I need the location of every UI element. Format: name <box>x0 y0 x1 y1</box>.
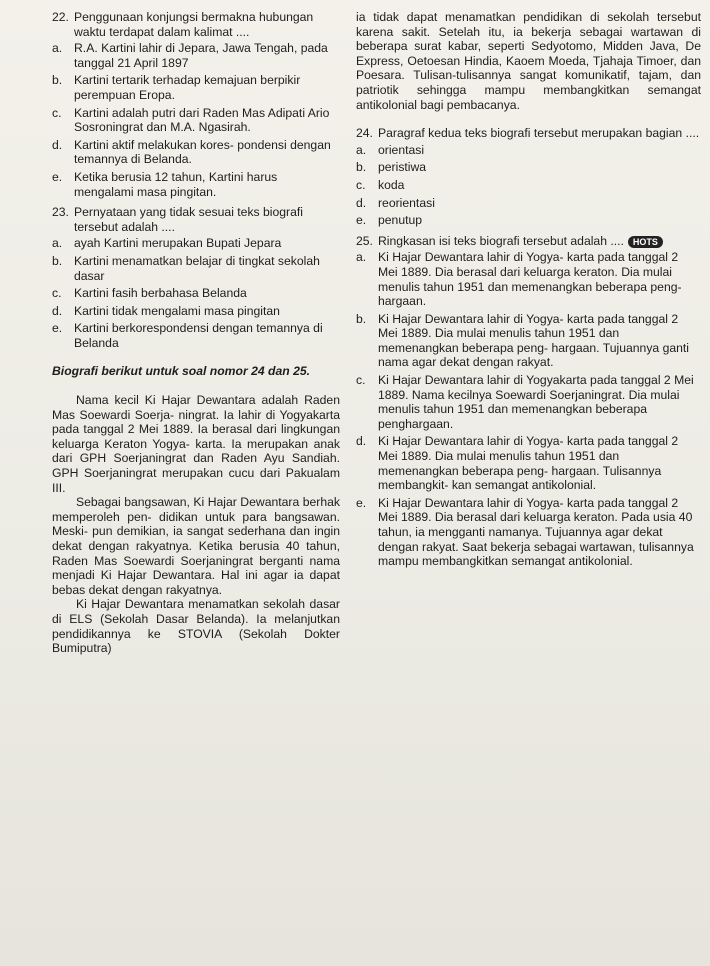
option-text: Kartini berkorespondensi dengan temannya di Belanda <box>74 321 323 350</box>
option-text: koda <box>378 177 405 192</box>
option-text: Ki Hajar Dewantara lahir di Yogya- karta pada tanggal 2 Mei 1889. Dia berasal dari keluarga keraton. Dia mulai menulis tahun 1951 dan memenangkan beberapa peng- hargaan. <box>378 250 682 309</box>
option-letter: e. <box>356 213 367 228</box>
option-text: Kartini tidak mengalami masa pingitan <box>74 303 280 318</box>
option-b <box>356 160 701 175</box>
option-letter: b. <box>52 253 63 268</box>
biography-paragraph-1: Nama kecil Ki Hajar Dewantara adalah Raden Mas Soewardi Soerja- ningrat. Ia lahir di Yogyakarta pada tanggal 2 Mei 1889. Ia berasal dari lingkungan keluarga Keraton Yogya- karta. Ia merupakan anak dari GPH Soerjaningrat dan Raden Ayu Sandiah. GPH Soerjaningrat merupakan cucu dari Pakualam III. <box>52 393 340 495</box>
question-number: 24. <box>356 126 373 141</box>
option-letter: b. <box>52 73 63 88</box>
option-a <box>52 41 340 70</box>
option-text: orientasi <box>378 142 425 157</box>
option-e <box>52 321 340 350</box>
option-letter: b. <box>356 160 367 175</box>
biography-heading: Biografi berikut untuk soal nomor 24 dan 25. <box>52 364 311 379</box>
option-text: Ki Hajar Dewantara lahir di Yogyakarta pada tanggal 2 Mei 1889. Nama kecilnya Soewardi Soerjaningrat. Dia mulai menulis tahun 1951 dan memenangkan beberapa penghargaan. <box>378 373 694 431</box>
option-a <box>356 143 701 158</box>
question-number: 23. <box>52 205 69 220</box>
option-d <box>356 434 701 492</box>
option-letter: d. <box>356 434 367 449</box>
question-stem: Penggunaan konjungsi bermakna hubungan waktu terdapat dalam kalimat .... <box>74 10 314 39</box>
option-letter: e. <box>52 321 63 336</box>
option-letter: c. <box>52 286 62 301</box>
option-text: Ki Hajar Dewantara lahir di Yogya- karta pada tanggal 2 Mei 1889. Dia mulai menulis tahun 1951 dan memenangkan beberapa peng- hargaan. Tulisannya membangkit- kan semangat antikolonial. <box>378 434 679 493</box>
question-stem: Paragraf kedua teks biografi tersebut merupakan bagian .... <box>378 126 700 141</box>
option-b <box>52 73 340 102</box>
option-letter: b. <box>356 311 367 326</box>
question-number: 25. <box>356 233 373 248</box>
option-d <box>52 138 340 167</box>
biography-continuation: ia tidak dapat menamatkan pendidikan di sekolah tersebut karena sakit. Setelah itu, ia bekerja sebagai wartawan di beberapa surat kabar, seperti Sedyotomo, Midden Java, De Express, Oetoesan Hindia, Kaoem Moeda, Tjahaja Timoer, dan Poesara. Tulisan-tulisannya sangat komunikatif, tajam, dan patriotik sehingga mampu membangkitkan semangat antikolonial bagi pembacanya. <box>356 10 701 112</box>
option-c <box>52 106 340 135</box>
option-d <box>52 304 340 319</box>
option-e <box>52 170 340 199</box>
right-column <box>356 10 701 575</box>
option-c <box>52 286 340 301</box>
option-text: Kartini fasih berbahasa Belanda <box>74 286 247 301</box>
question-25 <box>356 234 701 569</box>
left-column <box>52 10 340 656</box>
option-text: Kartini menamatkan belajar di tingkat sekolah dasar <box>74 253 320 283</box>
option-text: penutup <box>378 213 423 228</box>
option-text: reorientasi <box>378 195 435 210</box>
biography-paragraph-2: Sebagai bangsawan, Ki Hajar Dewantara berhak memperoleh pen- didikan untuk para bangsawan. Meski- pun demikian, ia sangat sederhana dan ingin dekat dengan rakyatnya. Ketika berusia 40 tahun, Raden Mas Soewardi Soerjaningrat berganti nama menjadi Ki Hajar Dewantara. Hal ini agar ia dapat bebas dekat dengan rakyatnya. <box>52 495 340 597</box>
question-stem: Ringkasan isi teks biografi tersebut adalah .... <box>378 233 624 248</box>
option-d <box>356 196 701 211</box>
question-24 <box>356 126 701 228</box>
option-text: peristiwa <box>378 160 427 175</box>
option-c <box>356 178 701 193</box>
option-letter: c. <box>52 105 62 120</box>
option-text: Kartini aktif melakukan kores- pondensi dengan temannya di Belanda. <box>74 137 331 167</box>
option-letter: d. <box>52 137 63 152</box>
question-number: 22. <box>52 10 69 24</box>
question-23 <box>52 205 340 350</box>
option-letter: c. <box>356 177 366 192</box>
question-stem-wrap <box>378 234 701 249</box>
option-text: Kartini adalah putri dari Raden Mas Adipati Ario Sosroningrat dan M.A. Ngasirah. <box>74 105 330 135</box>
option-text: ayah Kartini merupakan Bupati Jepara <box>74 236 282 251</box>
option-letter: d. <box>356 195 367 210</box>
option-text: Kartini tertarik terhadap kemajuan berpikir perempuan Eropa. <box>74 73 301 102</box>
option-text: Ki Hajar Dewantara lahir di Yogya- karta pada tanggal 2 Mei 1889. Dia berasal dari keluarga keraton. Pada usia 40 tahun, ia mengganti namanya. Tujuannya agar dekat dengan rakyat. Saat bekerja sebagai wartawan, tulisannya mampu membangkitkan semangat antikolonial. <box>378 495 694 569</box>
option-e <box>356 496 701 569</box>
option-letter: a. <box>356 250 367 265</box>
option-c <box>356 373 701 431</box>
option-text: Ki Hajar Dewantara lahir di Yogya- karta pada tanggal 2 Mei 1889. Dia mulai menulis tahun 1951 dan memenangkan beberapa peng- hargaan. Tujuannya ganti nama agar dekat dengan rakyat. <box>378 311 690 370</box>
option-letter: a. <box>52 236 63 251</box>
option-text: R.A. Kartini lahir di Jepara, Jawa Tengah, pada tanggal 21 April 1897 <box>74 41 328 70</box>
option-b <box>356 312 701 370</box>
question-22 <box>52 10 340 199</box>
option-letter: a. <box>52 41 63 56</box>
option-text: Ketika berusia 12 tahun, Kartini harus mengalami masa pingitan. <box>74 169 278 199</box>
option-a <box>52 236 340 251</box>
option-letter: d. <box>52 303 63 318</box>
biography-paragraph-3: Ki Hajar Dewantara menamatkan sekolah dasar di ELS (Sekolah Dasar Belanda). Ia melanjutkan pendidikannya ke STOVIA (Sekolah Dokter Bumiputra) <box>52 597 340 656</box>
hots-badge: HOTS <box>628 236 663 248</box>
option-letter: c. <box>356 373 366 388</box>
option-e <box>356 213 701 228</box>
option-letter: e. <box>356 495 367 510</box>
option-letter: a. <box>356 142 367 157</box>
option-a <box>356 250 701 308</box>
option-letter: e. <box>52 169 63 184</box>
option-b <box>52 254 340 283</box>
question-stem: Pernyataan yang tidak sesuai teks biografi tersebut adalah .... <box>74 205 303 234</box>
